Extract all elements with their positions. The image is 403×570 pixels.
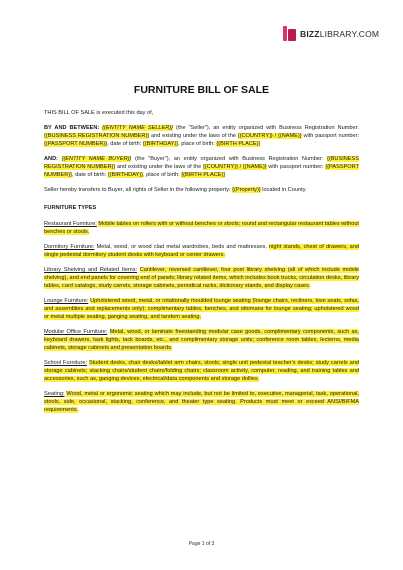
furniture-type-label: Seating: — [44, 391, 65, 397]
buyer-paragraph: AND: {(ENTITY NAME BUYER)} (the "Buyer"), an entity organized with Business Registration Number: {(BUSINESS REGISTRATION NUMBER)} and existing under the laws of the {(COUNTRY)} / {(NAME)} with passport number: {(PASSPORT NUMBER)}, date of birth: {(BIRTHDAY)}, place of birth: {(BIRTH PLACE)} — [44, 156, 360, 178]
transfer-paragraph: Seller hereby transfers to Buyer, all rights of Seller in the following property: {(Property)} located in County. — [44, 187, 307, 193]
furniture-type-item — [44, 266, 359, 290]
furniture-type-label: Restaurant Furniture: — [44, 221, 97, 227]
furniture-type-description: Mobile tables on rollers with or without benches or stools; round and rectangular restaurant tables without benches or stools. — [44, 221, 359, 235]
furniture-types-list — [44, 220, 359, 414]
furniture-type-item — [44, 390, 359, 414]
brand-logo — [283, 26, 379, 41]
seller-birthplace-field: {(BIRTH PLACE)} — [216, 141, 261, 147]
furniture-type-description: Metal, wood, or laminate freestanding modular case goods, complimentary components, such as, keyboard drawers, task lights, tack boards, etc., and complimentary storage units; conference room tables, lecterns, media cabinets, storage cabinets and presentation boards. — [44, 329, 359, 351]
furniture-type-item — [44, 243, 359, 259]
seller-paragraph: BY AND BETWEEN: {(ENTITY NAME SELLER)} (the "Seller"), an entity organized with Business Registration Number: {(BUSINESS REGISTRATION NUMBER)} and existing under the laws of the {(COUNTRY)} / {(NAME)} with passport number: {(PASSPORT NUMBER)}, date of birth: {(BIRTHDAY)}, place of birth: {(BIRTH PLACE)} — [44, 125, 360, 147]
furniture-type-item — [44, 220, 359, 236]
page-footer: Page 1 of 3 — [188, 541, 215, 547]
buyer-birthday-field: {(BIRTHDAY)} — [107, 172, 143, 178]
furniture-type-item — [44, 359, 359, 383]
seller-passport-field: {(PASSPORT NUMBER)} — [44, 141, 108, 147]
furniture-type-label: Lounge Furniture: — [44, 298, 89, 304]
buyer-passport-field: {(PASSPORT NUMBER)} — [44, 164, 360, 178]
buyer-reg-field: {(BUSINESS REGISTRATION NUMBER)} — [44, 156, 359, 170]
furniture-type-item — [44, 297, 359, 321]
buyer-birthplace-field: {(BIRTH PLACE)} — [181, 172, 226, 178]
bizzlibrary-logo-icon — [283, 26, 296, 41]
seller-name-field: {(ENTITY NAME SELLER)} — [102, 125, 174, 131]
furniture-type-description: Cantilever, reversed cantilever, four post library shelving (all of which include mobile shelving), and end panels for covering end of panels; library related items, which includes book trucks, circulation desks, library tables, card catalogs, study carrels, storage cabinets, periodical racks, dictionary stands, and display cases. — [44, 267, 359, 289]
furniture-type-description: night stands, chest of drawers, and single pedestal dormitory student desks with keyboard or center drawers. — [44, 244, 359, 258]
seller-country-field: {(COUNTRY)} / {(NAME)} — [237, 133, 302, 139]
furniture-type-description: Wood, metal or ergonomic seating which may include, but not be limited to, executive, managerial, task, operational, stools, side, occasional, stacking, conference, and theater type seating. Products must meet or exceed ANSI/BIFMA requirements. — [44, 391, 359, 413]
intro-paragraph: THIS BILL OF SALE is executed this day of, — [44, 110, 154, 116]
furniture-type-description: Upholstered wood, metal, or rotationally moulded lounge seating (lounge chairs, recliners, love seats, sofas, and assemblies and replacements only); complimentary tables, benches, and ottomans for lounge seating; upholstered wood or metal multiple seating, ganging seating, and tandem seating. — [44, 298, 359, 320]
brand-name: BIZZLIBRARY.COM — [300, 28, 380, 39]
buyer-name-field: {(ENTITY NAME BUYER)} — [61, 156, 132, 162]
furniture-type-item — [44, 328, 359, 352]
seller-reg-field: {(BUSINESS REGISTRATION NUMBER)} — [44, 133, 150, 139]
buyer-country-field: {(COUNTRY)} / {(NAME)} — [202, 164, 267, 170]
property-field: {(Property)} — [232, 187, 261, 193]
seller-birthday-field: {(BIRTHDAY)} — [142, 141, 179, 147]
furniture-type-label: School Furniture: — [44, 360, 87, 366]
furniture-type-label: Modular Office Furniture: — [44, 329, 108, 335]
document-page — [44, 84, 359, 421]
furniture-type-label: Library Shelving and Related Items: — [44, 267, 138, 273]
furniture-types-heading: FURNITURE TYPES — [44, 205, 97, 211]
furniture-type-description: Student desks, chair desks/tablet arm chairs, stools; single unit pedestal teacher's desks; study carrels and storage cabinets; stacking chairs/student chairs/folding chairs; classroom activity, computer, reading, and training tables and accessories, such as, ganging devices, electrical/data components and storage dollies. — [44, 360, 359, 382]
furniture-type-label: Dormitory Furniture: — [44, 244, 95, 250]
document-title: FURNITURE BILL OF SALE — [133, 84, 270, 96]
furniture-type-text: Metal, wood, or wood clad metal wardrobes, beds and mattresses, — [96, 244, 270, 250]
